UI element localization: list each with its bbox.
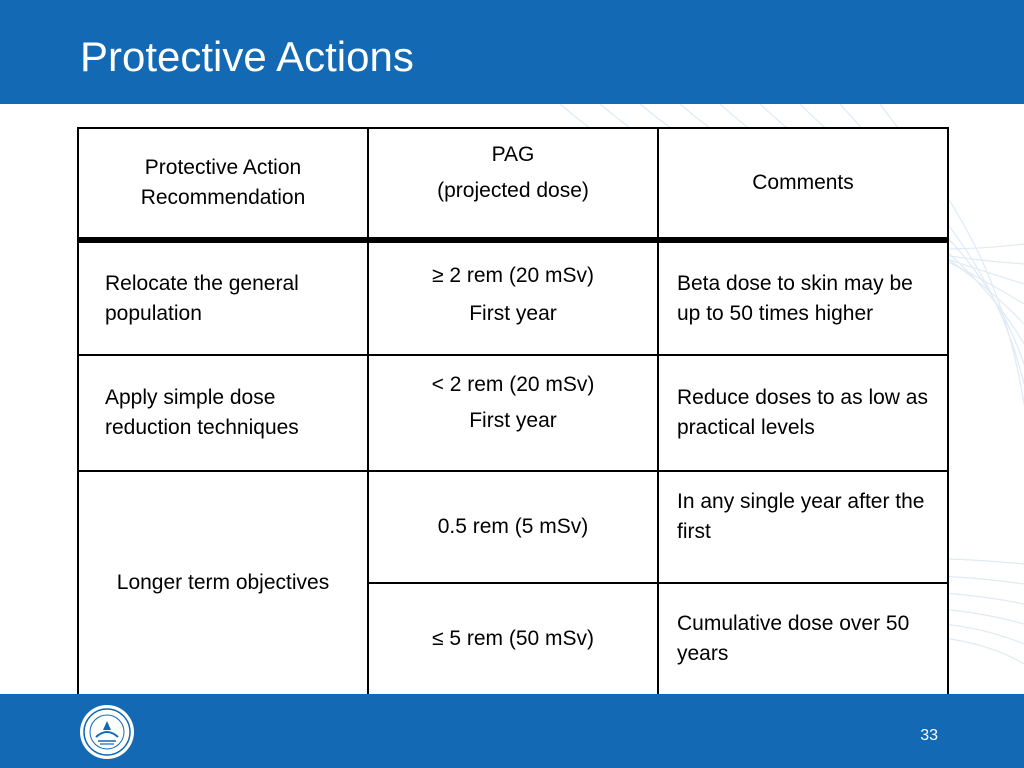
protective-actions-table: [77, 127, 949, 696]
comment-cell: [658, 471, 948, 583]
agency-seal-icon: [78, 703, 136, 761]
recommendation-cell: [78, 355, 368, 471]
pag-dose: 0.5 rem (5 mSv): [437, 515, 589, 538]
pag-dose: ≤ 5 rem (50 mSv): [431, 627, 595, 650]
comment-cell: [658, 355, 948, 471]
header-pag-line1: PAG: [491, 143, 535, 166]
comment-text: Beta dose to skin may be up to 50 times higher: [677, 271, 913, 325]
pag-cell: [368, 471, 658, 583]
header-protective-action-recommendation: [78, 128, 368, 240]
pag-period: First year: [469, 409, 557, 432]
title-bar: [0, 0, 1024, 104]
pag-dose: ≥ 2 rem (20 mSv): [431, 263, 595, 287]
header-comments: [658, 128, 948, 240]
comment-cell: [658, 240, 948, 355]
slide-title: Protective Actions: [80, 33, 414, 80]
recommendation-text: Longer term objectives: [116, 571, 330, 594]
page-number: 33: [920, 727, 938, 744]
header-pag: [368, 128, 658, 240]
pag-dose: < 2 rem (20 mSv): [431, 373, 595, 396]
table-row: [78, 355, 948, 471]
recommendation-text: Relocate the general population: [105, 271, 299, 325]
pag-period: First year: [469, 301, 557, 325]
header-comments-label: Comments: [752, 171, 854, 194]
comment-text: Reduce doses to as low as practical levels: [677, 386, 928, 439]
comment-text: In any single year after the first: [677, 490, 925, 543]
header-pag-line2: (projected dose): [437, 179, 589, 202]
table-row: [78, 240, 948, 355]
pag-cell: [368, 355, 658, 471]
recommendation-cell: [78, 471, 368, 695]
recommendation-text: Apply simple dose reduction techniques: [105, 386, 299, 439]
comment-text: Cumulative dose over 50 years: [677, 612, 910, 665]
recommendation-cell: [78, 240, 368, 355]
header-recommendation-line2: Recommendation: [140, 186, 306, 209]
header-recommendation-line1: Protective Action: [144, 156, 302, 179]
pag-cell: [368, 240, 658, 355]
footer-bar: [0, 694, 1024, 768]
table-header-row: [78, 128, 948, 240]
pag-cell: [368, 583, 658, 695]
table-row: [78, 471, 948, 583]
comment-cell: [658, 583, 948, 695]
